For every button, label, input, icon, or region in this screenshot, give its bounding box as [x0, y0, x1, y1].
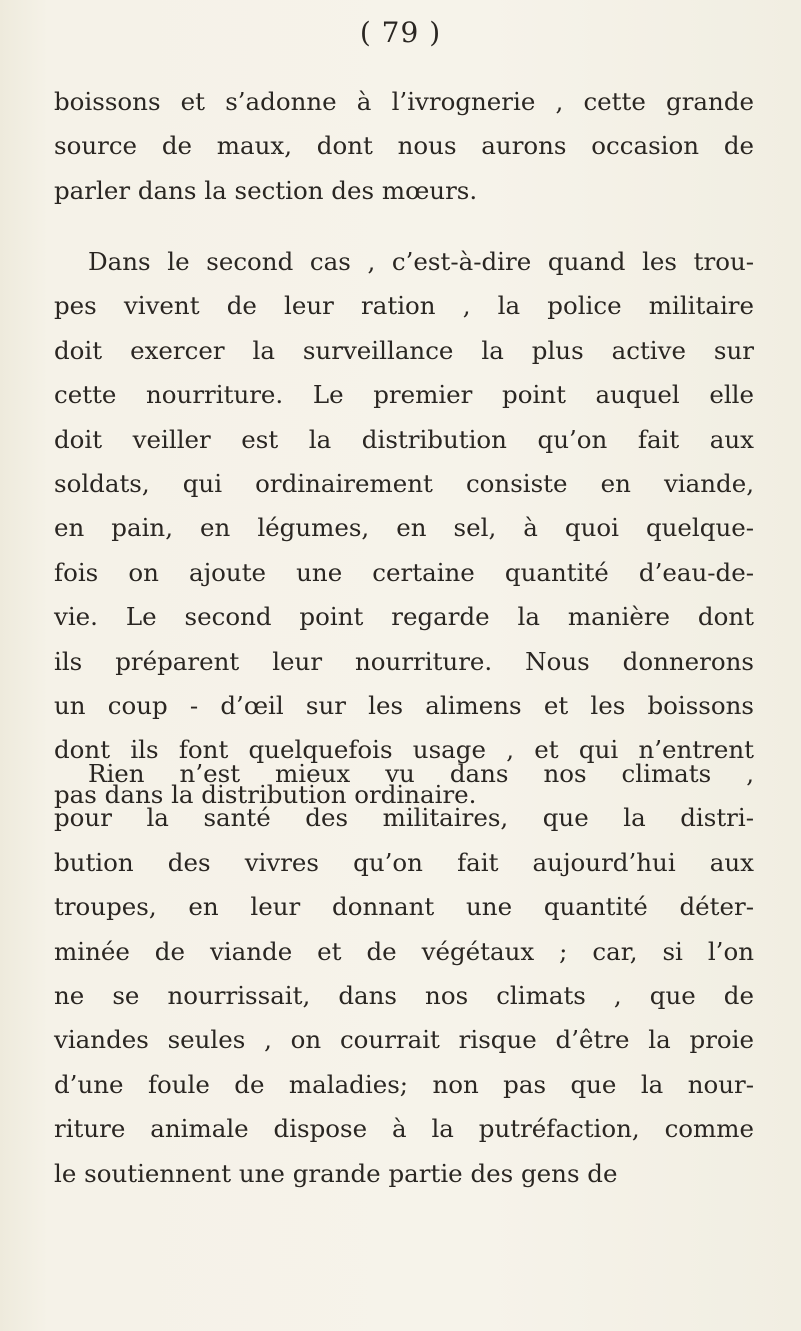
text-line: pas dans la distribution ordinaire. — [54, 779, 477, 809]
text-line: cette nourriture. Le premier point auquel elle — [54, 380, 754, 410]
text-line: ne se nourrissait, dans nos climats , que de — [54, 980, 754, 1010]
text-line: un coup - d’œil sur les alimens et les boissons — [54, 690, 754, 720]
text-line: minée de viande et de végétaux ; car, si l’on — [54, 936, 754, 966]
text-line: doit exercer la surveillance la plus active sur — [54, 335, 754, 365]
paragraph-3 — [54, 752, 754, 1196]
text-line: pour la santé des militaires, que la distri- — [54, 803, 754, 833]
page-number: ( 79 ) — [359, 16, 442, 49]
text-line: fois on ajoute une certaine quantité d’eau-de- — [54, 557, 754, 587]
text-line: riture animale dispose à la putréfaction, comme — [54, 1114, 754, 1144]
text-line: le soutiennent une grande partie des gens de — [54, 1158, 618, 1188]
text-line: troupes, en leur donnant une quantité déter- — [54, 892, 754, 922]
text-line: d’une foule de maladies; non pas que la nour- — [54, 1069, 754, 1099]
text-line: pes vivent de leur ration , la police militaire — [54, 291, 754, 321]
text-line: boissons et s’adonne à l’ivrognerie , cette grande — [54, 87, 754, 116]
text-line: dont ils font quelquefois usage , et qui n’entrent — [54, 735, 754, 765]
text-line: soldats, qui ordinairement consiste en viande, — [54, 468, 754, 498]
paragraph-1 — [54, 80, 754, 213]
text-line: doit veiller est la distribution qu’on fait aux — [54, 424, 754, 454]
text-line: ils préparent leur nourriture. Nous donnerons — [54, 646, 754, 676]
text-line: source de maux, dont nous aurons occasion de — [54, 131, 754, 161]
text-line: vie. Le second point regarde la manière dont — [54, 602, 754, 632]
paragraph-2 — [54, 240, 754, 817]
text-line: bution des vivres qu’on fait aujourd’hui aux — [54, 847, 754, 877]
text-line: Rien n’est mieux vu dans nos climats , — [88, 759, 754, 788]
text-line: parler dans la section des mœurs. — [54, 175, 478, 205]
text-line: viandes seules , on courrait risque d’être la proie — [54, 1025, 754, 1055]
text-line: Dans le second cas , c’est-à-dire quand les trou- — [88, 247, 754, 276]
text-line: en pain, en légumes, en sel, à quoi quelque- — [54, 513, 754, 543]
